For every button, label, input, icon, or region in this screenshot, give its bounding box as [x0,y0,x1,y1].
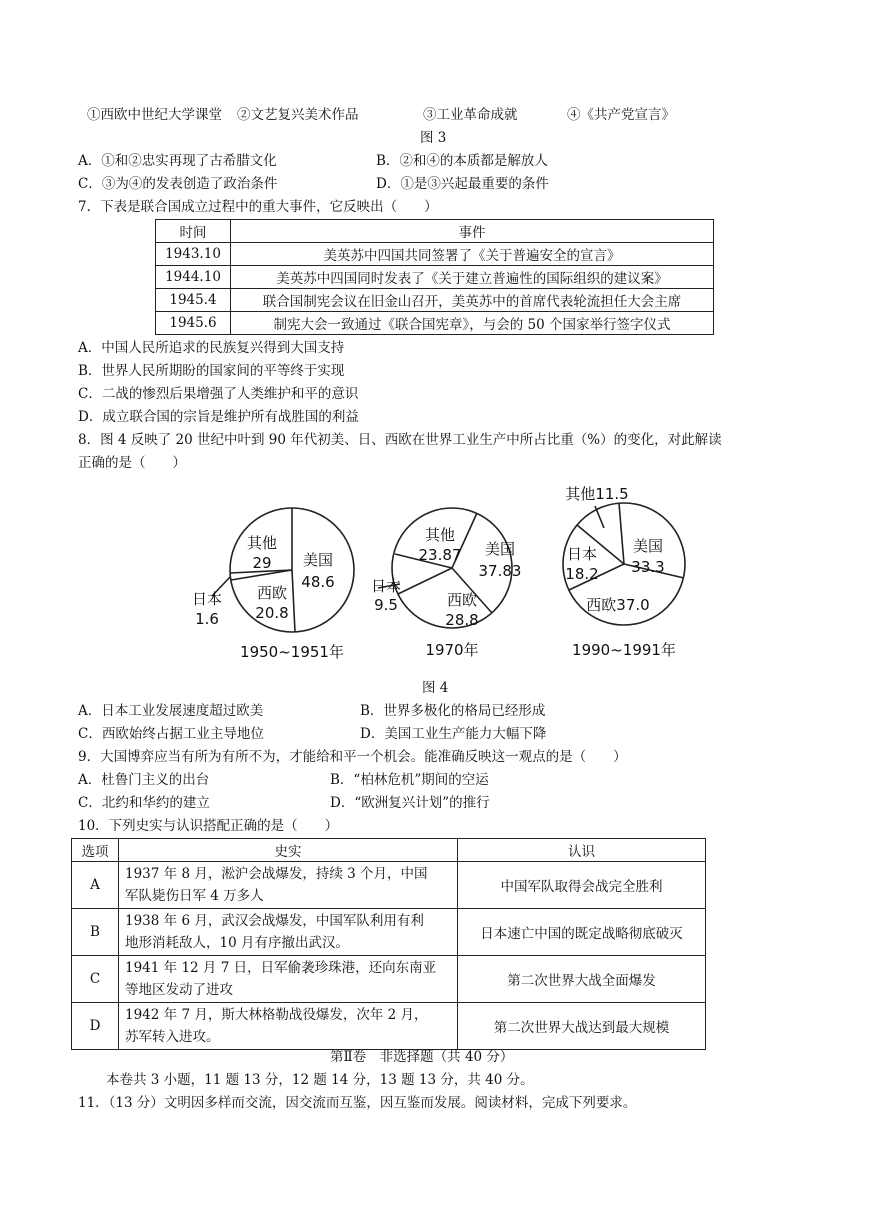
pie-1950-title: 1950~1951年 [240,643,344,661]
pie-1950-slice-line [292,570,295,632]
table-row [156,289,714,312]
pie-1990-leader-line [595,506,604,528]
q6-option-a: A．①和②忠实再现了古希腊文化 [78,153,277,169]
q11-stem: 11．（13 分）文明因多样而交流，因交流而互鉴，因互鉴而发展。阅读材料，完成下列要求。 [78,1095,637,1111]
q10-fact-line: 地形消耗敌人，10 月有序撤出武汉。 [125,935,349,951]
figure-4-pie-charts [0,478,869,678]
q10-fact-line: 1938 年 6 月，武汉会战爆发，中国军队利用有利 [125,913,424,929]
q7-header-time: 时间 [156,220,231,243]
q7-stem: 7．下表是联合国成立过程中的重大事件，它反映出（ ） [78,199,438,215]
q7-table-header [156,220,714,243]
pie-1950-jp-label: 日本 [191,590,223,608]
q10-fact-line: 1942 年 7 月，斯大林格勒战役爆发，次年 2 月， [125,1007,428,1023]
part2-title: 第Ⅱ卷 非选择题（共 40 分） [330,1049,514,1065]
q6-image-caption-4: ④《共产党宣言》 [567,107,675,123]
pie-1950-eu-label: 西欧 [256,584,288,602]
q7-cell-time: 1945.4 [156,289,231,312]
q10-fact-line: 军队毙伤日军 4 万多人 [125,888,264,904]
q10-fact-line: 1941 年 12 月 7 日，日军偷袭珍珠港，还向东南亚 [125,960,437,976]
q10-header-option: 选项 [72,839,119,862]
q10-stem: 10．下列史实与认识搭配正确的是（ ） [78,818,339,834]
pie-1970-other-label: 其他 [424,526,456,544]
table-row [72,909,706,956]
pie-1950-eu-value: 20.8 [255,604,289,622]
q8-option-a: A．日本工业发展速度超过欧美 [78,703,264,719]
pie-1990-us-value: 33.3 [631,558,665,576]
pie-1950-us-label: 美国 [302,551,334,569]
q7-option-a: A．中国人民所追求的民族复兴得到大国支持 [78,340,345,356]
pie-1970-other-value: 23.87 [418,546,462,564]
q10-table [71,838,706,1050]
pie-1990-title: 1990~1991年 [572,641,676,659]
q7-option-c: C．二战的惨烈后果增强了人类维护和平的意识 [78,386,359,402]
q10-fact-line: 1937 年 8 月，淞沪会战爆发，持续 3 个月，中国 [125,866,428,882]
q7-option-d: D．成立联合国的宗旨是维护所有战胜国的利益 [78,409,359,425]
pie-1970-eu-value: 28.8 [445,611,479,629]
pie-1970-title: 1970年 [425,641,479,659]
q10-cell-fact [119,1003,458,1050]
q7-option-b: B．世界人民所期盼的国家间的平等终于实现 [78,363,345,379]
q7-cell-time: 1944.10 [156,266,231,289]
q10-cell-fact [119,956,458,1003]
pie-1990-slice-line [619,503,624,564]
q7-header-event: 事件 [231,220,714,243]
q7-table [155,219,714,335]
q9-option-c: C．北约和华约的建立 [78,795,210,811]
pie-1990-other-label: 其他11.5 [565,485,629,503]
pie-1970-jp-label: 日本 [370,577,402,595]
q10-cell-fact [119,862,458,909]
pie-1950-other-value: 29 [252,554,272,572]
pie-1990-jp-label: 日本 [566,545,598,563]
q10-header-view: 认识 [458,839,706,862]
q9-option-d: D．“欧洲复兴计划”的推行 [330,795,490,811]
q10-cell-option: B [72,909,119,956]
q6-image-caption-1: ①西欧中世纪大学课堂 [87,107,222,123]
figure-4-caption: 图 4 [422,680,449,696]
q8-option-d: D．美国工业生产能力大幅下降 [360,726,547,742]
q10-cell-option: A [72,862,119,909]
q6-option-b: B．②和④的本质都是解放人 [376,153,548,169]
part2-note: 本卷共 3 小题，11 题 13 分，12 题 14 分，13 题 13 分，共 40 分。 [106,1072,534,1088]
q6-option-d: D．①是③兴起最重要的条件 [376,176,549,192]
q10-cell-view: 第二次世界大战全面爆发 [458,956,706,1003]
q6-image-caption-3: ③工业革命成就 [423,107,518,123]
pie-1990-jp-value: 18.2 [565,565,599,583]
q8-option-b: B．世界多极化的格局已经形成 [360,703,546,719]
pie-1970-eu-label: 西欧 [446,591,478,609]
pie-1950-jp-value: 1.6 [195,610,219,628]
q9-stem: 9．大国博弈应当有所为有所不为，才能给和平一个机会。能准确反映这一观点的是（ ） [78,749,627,765]
q8-option-c: C．西欧始终占据工业主导地位 [78,726,264,742]
pie-1970-us-label: 美国 [484,540,516,558]
q7-cell-event: 制宪大会一致通过《联合国宪章》，与会的 50 个国家举行签字仪式 [231,312,714,335]
figure-3-caption: 图 3 [420,130,447,146]
q10-cell-option: C [72,956,119,1003]
q10-cell-view: 日本速亡中国的既定战略彻底破灭 [458,909,706,956]
q9-option-a: A．杜鲁门主义的出台 [78,772,210,788]
table-row [156,266,714,289]
q8-stem-line2: 正确的是（ ） [78,455,186,471]
pie-1950-other-label: 其他 [246,534,278,552]
q10-table-header [72,839,706,862]
table-row [72,1003,706,1050]
q10-cell-view: 中国军队取得会战完全胜利 [458,862,706,909]
table-row [72,956,706,1003]
table-row [156,243,714,266]
q9-option-b: B．“柏林危机”期间的空运 [330,772,489,788]
q10-header-fact: 史实 [119,839,458,862]
q6-option-c: C．③为④的发表创造了政治条件 [78,176,278,192]
q8-stem-line1: 8．图 4 反映了 20 世纪中叶到 90 年代初美、日、西欧在世界工业生产中所占比重（%）的变化，对此解读 [78,432,722,448]
q10-cell-fact [119,909,458,956]
q10-fact-line: 苏军转入进攻。 [125,1029,220,1045]
q7-cell-event: 美英苏中四国共同签署了《关于普遍安全的宣言》 [231,243,714,266]
q7-cell-time: 1943.10 [156,243,231,266]
pie-1990-eu-label: 西欧37.0 [586,596,650,614]
pie-1950-us-value: 48.6 [301,573,335,591]
pie-1970-us-value: 37.83 [478,562,522,580]
pie-1990-us-label: 美国 [632,537,664,555]
q7-cell-event: 联合国制宪会议在旧金山召开，美英苏中的首席代表轮流担任大会主席 [231,289,714,312]
q7-cell-event: 美英苏中四国同时发表了《关于建立普遍性的国际组织的建议案》 [231,266,714,289]
q10-fact-line: 等地区发动了进攻 [125,982,233,998]
q10-cell-option: D [72,1003,119,1050]
pie-1970-jp-value: 9.5 [374,596,398,614]
q10-cell-view: 第二次世界大战达到最大规模 [458,1003,706,1050]
pie-1970-slice-line [398,568,452,594]
table-row [156,312,714,335]
q6-image-caption-2: ②文艺复兴美术作品 [237,107,359,123]
table-row [72,862,706,909]
q7-cell-time: 1945.6 [156,312,231,335]
